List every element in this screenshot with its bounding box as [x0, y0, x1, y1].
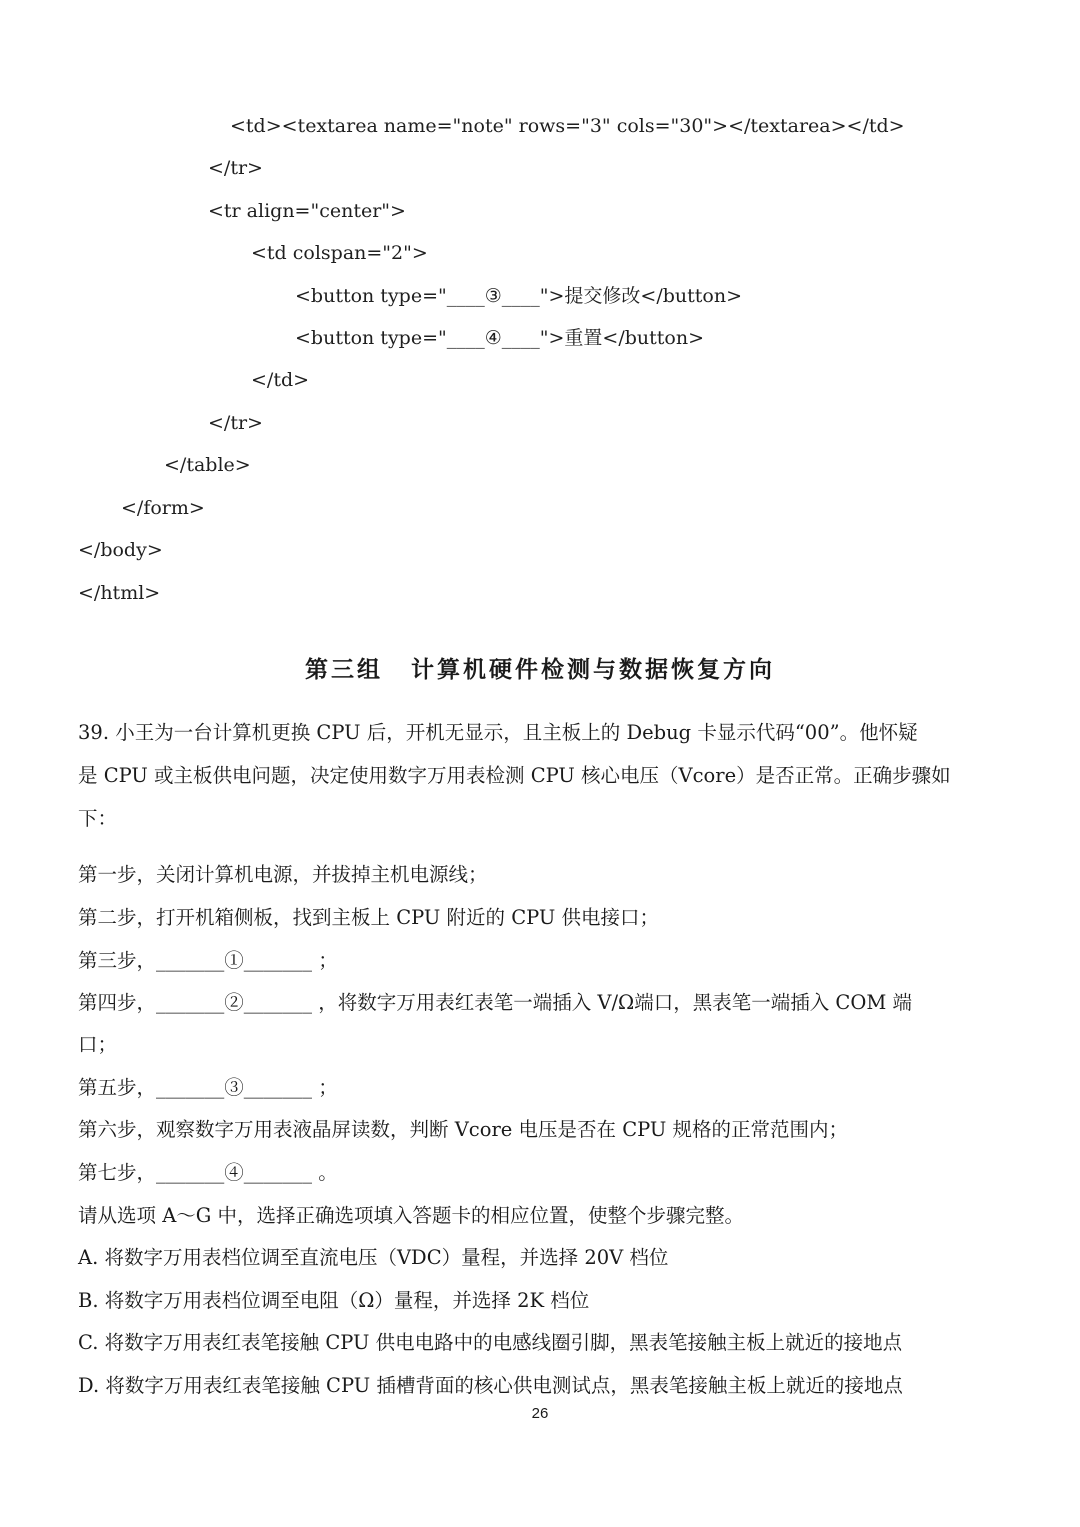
- code-line: </table>: [164, 454, 251, 476]
- code-line: <tr align="center">: [208, 200, 406, 222]
- option-c: C. 将数字万用表红表笔接触 CPU 供电电路中的电感线圈引脚，黑表笔接触主板上就近的接地点: [78, 1331, 903, 1354]
- code-line: <button type="____④____">重置</button>: [295, 327, 705, 349]
- step-line: 第二步，打开机箱侧板，找到主板上 CPU 附近的 CPU 供电接口；: [78, 906, 660, 929]
- code-line: </tr>: [208, 412, 263, 434]
- step-line: 第三步，_______①_______ ；: [78, 949, 338, 972]
- code-line: </body>: [78, 539, 163, 561]
- code-line: <td colspan="2">: [251, 242, 428, 264]
- instruction-line: 请从选项 A～G 中，选择正确选项填入答题卡的相应位置，使整个步骤完整。: [78, 1204, 745, 1227]
- step-line: 第一步，关闭计算机电源，并拔掉主机电源线；: [78, 863, 488, 886]
- section-title: 计算机硬件检测与数据恢复方向: [411, 657, 775, 683]
- section-group: 第三组: [305, 657, 383, 683]
- option-a: A. 将数字万用表档位调至直流电压（VDC）量程，并选择 20V 档位: [78, 1246, 669, 1269]
- step-line: 第六步，观察数字万用表液晶屏读数，判断 Vcore 电压是否在 CPU 规格的正常范围内；: [78, 1118, 849, 1141]
- page-number: 26: [531, 1405, 549, 1422]
- question-stem-line: 39. 小王为一台计算机更换 CPU 后，开机无显示，且主板上的 Debug 卡显示代码“00”。他怀疑: [78, 721, 918, 744]
- code-line: </tr>: [208, 157, 263, 179]
- question-stem-line: 是 CPU 或主板供电问题，决定使用数字万用表检测 CPU 核心电压（Vcore）是否正常。正确步骤如: [78, 764, 951, 787]
- question-stem-line: 下：: [78, 807, 118, 830]
- code-line: </form>: [121, 497, 205, 519]
- option-d: D. 将数字万用表红表笔接触 CPU 插槽背面的核心供电测试点，黑表笔接触主板上就近的接地点: [78, 1374, 903, 1397]
- option-b: B. 将数字万用表档位调至电阻（Ω）量程，并选择 2K 档位: [78, 1289, 590, 1312]
- step-line: 第七步，_______④_______ 。: [78, 1161, 338, 1184]
- step-line: 第五步，_______③_______ ；: [78, 1076, 338, 1099]
- code-line: </html>: [78, 582, 161, 604]
- code-line: <td><textarea name="note" rows="3" cols="30"></textarea></td>: [230, 115, 905, 137]
- code-line: </td>: [251, 369, 310, 391]
- step-line: 第四步，_______②_______ ，将数字万用表红表笔一端插入 V/Ω端口，黑表笔一端插入 COM 端: [78, 991, 912, 1014]
- section-heading: [0, 655, 1080, 685]
- code-line: <button type="____③____">提交修改</button>: [295, 285, 743, 307]
- step-line: 口；: [78, 1033, 118, 1056]
